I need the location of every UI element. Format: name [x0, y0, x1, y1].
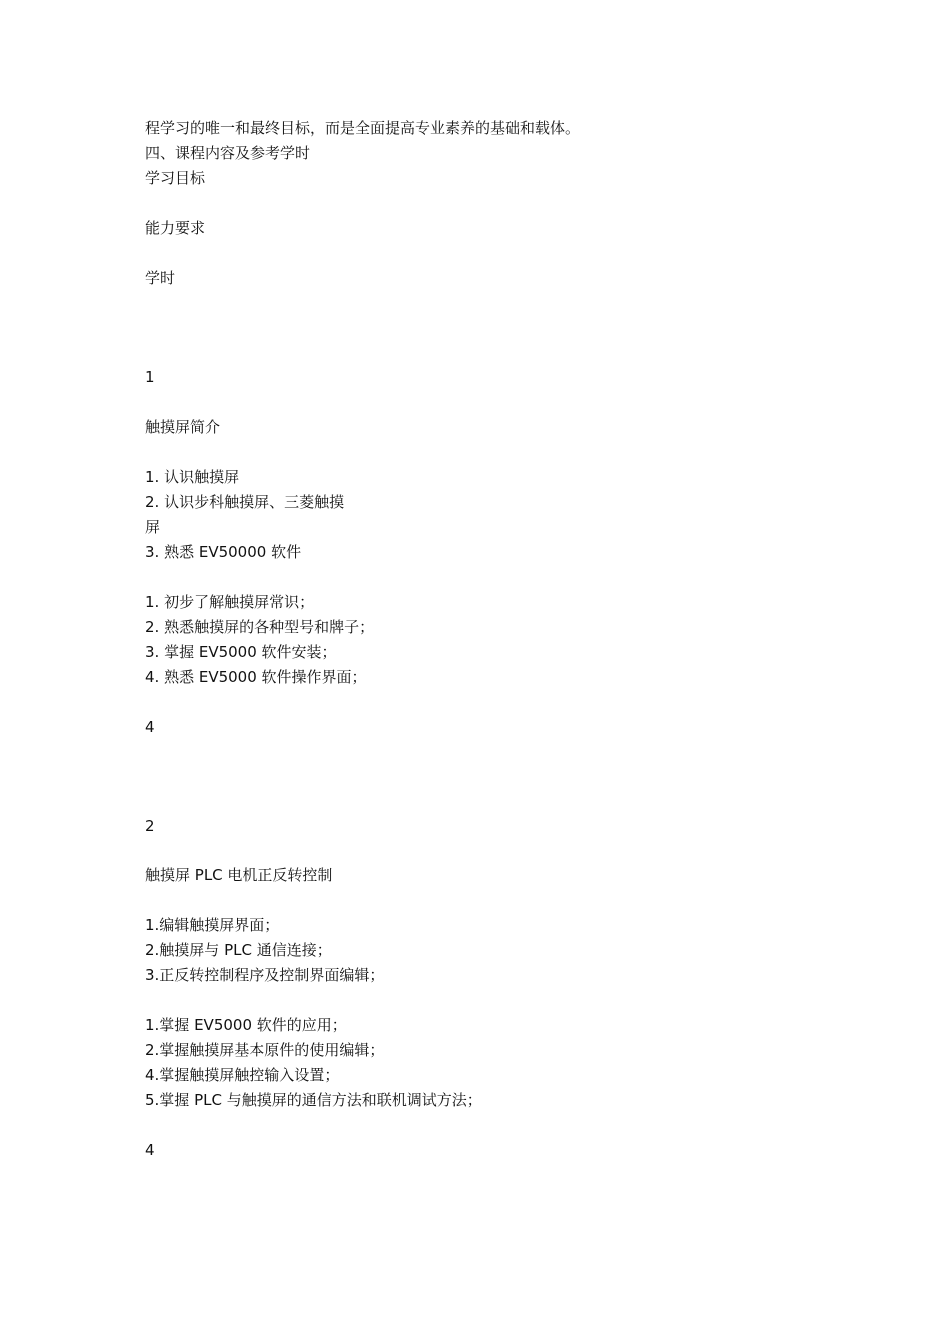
row-1-ability-4: 4. 熟悉 EV5000 软件操作界面；: [145, 668, 367, 686]
row-1-ability-1: 1. 初步了解触摸屏常识；: [145, 593, 315, 611]
row-2-ability-1: 1.掌握 EV5000 软件的应用；: [145, 1016, 347, 1034]
row-2-goal-2: 2.触摸屏与 PLC 通信连接；: [145, 941, 332, 959]
row-1-ability-2: 2. 熟悉触摸屏的各种型号和牌子；: [145, 618, 375, 636]
row-1-hours: 4: [145, 718, 155, 736]
row-2-ability-2: 2.掌握触摸屏基本原件的使用编辑；: [145, 1041, 385, 1059]
row-2-title: 触摸屏 PLC 电机正反转控制: [145, 866, 333, 884]
row-1-number: 1: [145, 368, 155, 386]
row-2-goal-3: 3.正反转控制程序及控制界面编辑；: [145, 966, 385, 984]
section-heading: 四、课程内容及参考学时: [145, 144, 311, 162]
row-2-ability-3: 4.掌握触摸屏触控输入设置；: [145, 1066, 340, 1084]
row-1-goal-2-wrap: 屏: [145, 518, 161, 536]
row-1-title: 触摸屏简介: [145, 418, 221, 436]
row-2-ability-4: 5.掌握 PLC 与触摸屏的通信方法和联机调试方法；: [145, 1091, 482, 1109]
row-1-ability-3: 3. 掌握 EV5000 软件安装；: [145, 643, 337, 661]
intro-continuation-text: 程学习的唯一和最终目标，而是全面提高专业素养的基础和载体。: [145, 119, 581, 137]
header-hours: 学时: [145, 269, 176, 287]
row-1-goal-2: 2. 认识步科触摸屏、三菱触摸: [145, 493, 345, 511]
row-2-hours: 4: [145, 1141, 155, 1159]
row-2-goal-1: 1.编辑触摸屏界面；: [145, 916, 280, 934]
row-1-goal-1: 1. 认识触摸屏: [145, 468, 240, 486]
row-2-number: 2: [145, 817, 155, 835]
header-learning-goal: 学习目标: [145, 169, 206, 187]
row-1-goal-3: 3. 熟悉 EV50000 软件: [145, 543, 302, 561]
header-ability-requirement: 能力要求: [145, 219, 206, 237]
